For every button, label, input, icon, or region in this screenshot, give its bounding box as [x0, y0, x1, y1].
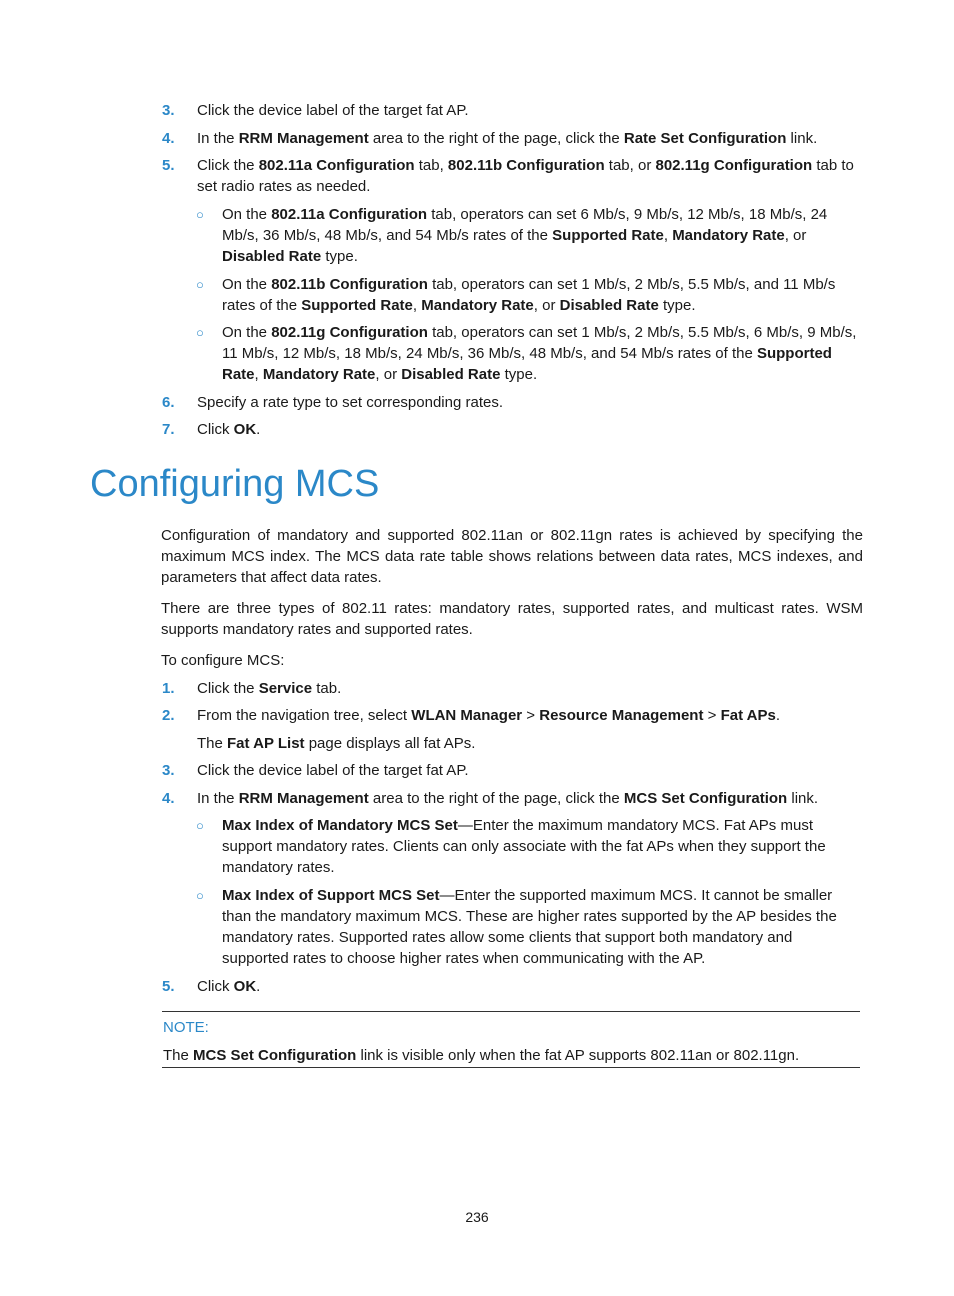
- bullet-icon: ○: [196, 325, 204, 340]
- text-run: link.: [787, 790, 819, 807]
- bold-term: Supported Rate: [222, 345, 832, 383]
- step-number: 3.: [162, 102, 175, 119]
- text-run: On the: [222, 324, 272, 341]
- text-run: type.: [321, 248, 358, 265]
- bold-term: Disabled Rate: [401, 366, 501, 383]
- bold-term: Max Index of Support MCS Set: [222, 887, 440, 904]
- text-run: area to the right of the page, click the: [368, 790, 624, 807]
- bold-term: Fat APs: [720, 707, 776, 724]
- bullet-icon: ○: [196, 207, 204, 222]
- text-run: From the navigation tree, select: [197, 707, 412, 724]
- bullet-text: [222, 274, 862, 316]
- bullet-text: [222, 885, 862, 969]
- note-label: NOTE:: [163, 1019, 209, 1036]
- step-number: 4.: [162, 130, 175, 147]
- bold-term: 802.11b Configuration: [271, 276, 428, 293]
- text-run: link is visible only when the fat AP supports 802.11an or 802.11gn.: [356, 1047, 800, 1064]
- paragraph: There are three types of 802.11 rates: mandatory rates, supported rates, and multicast rates. WSM supports mandatory rates and supported rates.: [161, 600, 863, 638]
- page-number: 236: [465, 1209, 489, 1225]
- step-number: 1.: [162, 680, 175, 697]
- bold-term: Disabled Rate: [222, 248, 322, 265]
- text-run: On the: [222, 276, 272, 293]
- text-run: tab, operators can set 6 Mb/s, 9 Mb/s, 12 Mb/s, 18 Mb/s, 24 Mb/s, 36 Mb/s, 48 Mb/s, and 54 Mb/s rates of the: [222, 206, 828, 244]
- step-number: 4.: [162, 790, 175, 807]
- text-run: .: [256, 421, 261, 438]
- text-run: —Enter the maximum mandatory MCS. Fat APs must support mandatory rates. Clients can only associate with the fat APs when they support the mandatory rates.: [222, 817, 826, 876]
- bold-term: Mandatory Rate: [421, 297, 534, 314]
- bold-term: OK: [233, 978, 257, 995]
- bold-term: MCS Set Configuration: [623, 790, 788, 807]
- text-run: tab, operators can set 1 Mb/s, 2 Mb/s, 5.5 Mb/s, and 11 Mb/s rates of the: [222, 276, 836, 314]
- step-text: [197, 760, 862, 781]
- text-run: The: [197, 735, 228, 752]
- step-note-text: [197, 733, 862, 754]
- bold-term: Max Index of Mandatory MCS Set: [222, 817, 458, 834]
- note-text: [163, 1045, 861, 1066]
- bullet-icon: ○: [196, 888, 204, 903]
- step-text: [197, 678, 862, 699]
- text-run: Click the: [197, 157, 259, 174]
- bold-term: OK: [233, 421, 257, 438]
- note-bottom-rule: [162, 1067, 860, 1068]
- text-run: , or: [533, 297, 560, 314]
- bold-term: MCS Set Configuration: [193, 1047, 357, 1064]
- step-number: 5.: [162, 978, 175, 995]
- bold-term: Resource Management: [539, 707, 704, 724]
- bold-term: Rate Set Configuration: [623, 130, 787, 147]
- text-run: link.: [786, 130, 818, 147]
- paragraph: To configure MCS:: [161, 652, 285, 669]
- step-text: [197, 128, 862, 149]
- bullet-text: [222, 322, 862, 385]
- text-run: Click the device label of the target fat AP.: [197, 102, 469, 119]
- step-number: 5.: [162, 157, 175, 174]
- text-run: tab.: [312, 680, 342, 697]
- step-text: [197, 705, 862, 726]
- text-run: type.: [658, 297, 696, 314]
- bold-term: WLAN Manager: [411, 707, 523, 724]
- text-run: page displays all fat APs.: [304, 735, 476, 752]
- text-run: —Enter the supported maximum MCS. It cannot be smaller than the mandatory maximum MCS. These are higher rates supported by the AP besides the mandatory rates. Supported rates allow some clients that support both mandatory and supported rates to choose higher rates when communicating with the AP.: [222, 887, 837, 967]
- text-run: area to the right of the page, click the: [368, 130, 624, 147]
- text-run: The: [163, 1047, 194, 1064]
- step-text: [197, 100, 862, 121]
- bullet-icon: ○: [196, 277, 204, 292]
- bold-term: RRM Management: [238, 130, 369, 147]
- step-text: [197, 155, 862, 197]
- text-run: .: [256, 978, 261, 995]
- step-number: 2.: [162, 707, 175, 724]
- bold-term: Fat AP List: [227, 735, 305, 752]
- bold-term: Service: [258, 680, 313, 697]
- section-title: Configuring MCS: [90, 463, 380, 505]
- bold-term: 802.11a Configuration: [271, 206, 428, 223]
- text-run: .: [775, 707, 781, 724]
- bullet-text: [222, 204, 862, 267]
- step-number: 7.: [162, 421, 175, 438]
- bold-term: Mandatory Rate: [262, 366, 376, 383]
- bold-term: 802.11g Configuration: [655, 157, 813, 174]
- step-text: [197, 976, 862, 997]
- text-run: tab, or: [604, 157, 656, 174]
- text-run: tab to set radio rates as needed.: [197, 157, 854, 195]
- step-text: [197, 419, 862, 440]
- text-run: type.: [500, 366, 538, 383]
- text-run: Click the: [197, 680, 259, 697]
- bold-term: 802.11a Configuration: [258, 157, 415, 174]
- text-run: In the: [197, 790, 239, 807]
- text-run: On the: [222, 206, 272, 223]
- text-run: Click: [197, 421, 234, 438]
- bold-term: RRM Management: [238, 790, 369, 807]
- text-run: Click: [197, 978, 234, 995]
- step-text: [197, 788, 862, 809]
- bold-term: Disabled Rate: [559, 297, 659, 314]
- text-run: Click the device label of the target fat AP.: [197, 762, 469, 779]
- text-run: ,: [254, 366, 263, 383]
- text-run: tab, operators can set 1 Mb/s, 2 Mb/s, 5.5 Mb/s, 6 Mb/s, 9 Mb/s, 11 Mb/s, 12 Mb/s, 18 Mb/s, 24 Mb/s, 36 Mb/s, 48 Mb/s, and 54 Mb/s rates of the: [222, 324, 857, 362]
- text-run: Specify a rate type to set corresponding rates.: [197, 394, 503, 411]
- note-top-rule: [162, 1011, 860, 1012]
- step-text: [197, 392, 862, 413]
- step-number: 6.: [162, 394, 175, 411]
- bold-term: Mandatory Rate: [672, 227, 785, 244]
- bullet-text: [222, 815, 862, 878]
- text-run: ,: [412, 297, 422, 314]
- paragraph: Configuration of mandatory and supported 802.11an or 802.11gn rates is achieved by specifying the maximum MCS index. The MCS data rate table shows relations between data rates, MCS indexes, and parameters that affect data rates.: [161, 527, 863, 586]
- text-run: >: [522, 707, 540, 724]
- text-run: , or: [784, 227, 807, 244]
- bold-term: Supported Rate: [301, 297, 413, 314]
- text-run: tab,: [414, 157, 448, 174]
- text-run: ,: [663, 227, 673, 244]
- text-run: In the: [197, 130, 239, 147]
- bold-term: 802.11g Configuration: [271, 324, 428, 341]
- step-number: 3.: [162, 762, 175, 779]
- text-run: >: [703, 707, 721, 724]
- bold-term: Supported Rate: [552, 227, 664, 244]
- bullet-icon: ○: [196, 818, 204, 833]
- bold-term: 802.11b Configuration: [447, 157, 605, 174]
- text-run: , or: [375, 366, 402, 383]
